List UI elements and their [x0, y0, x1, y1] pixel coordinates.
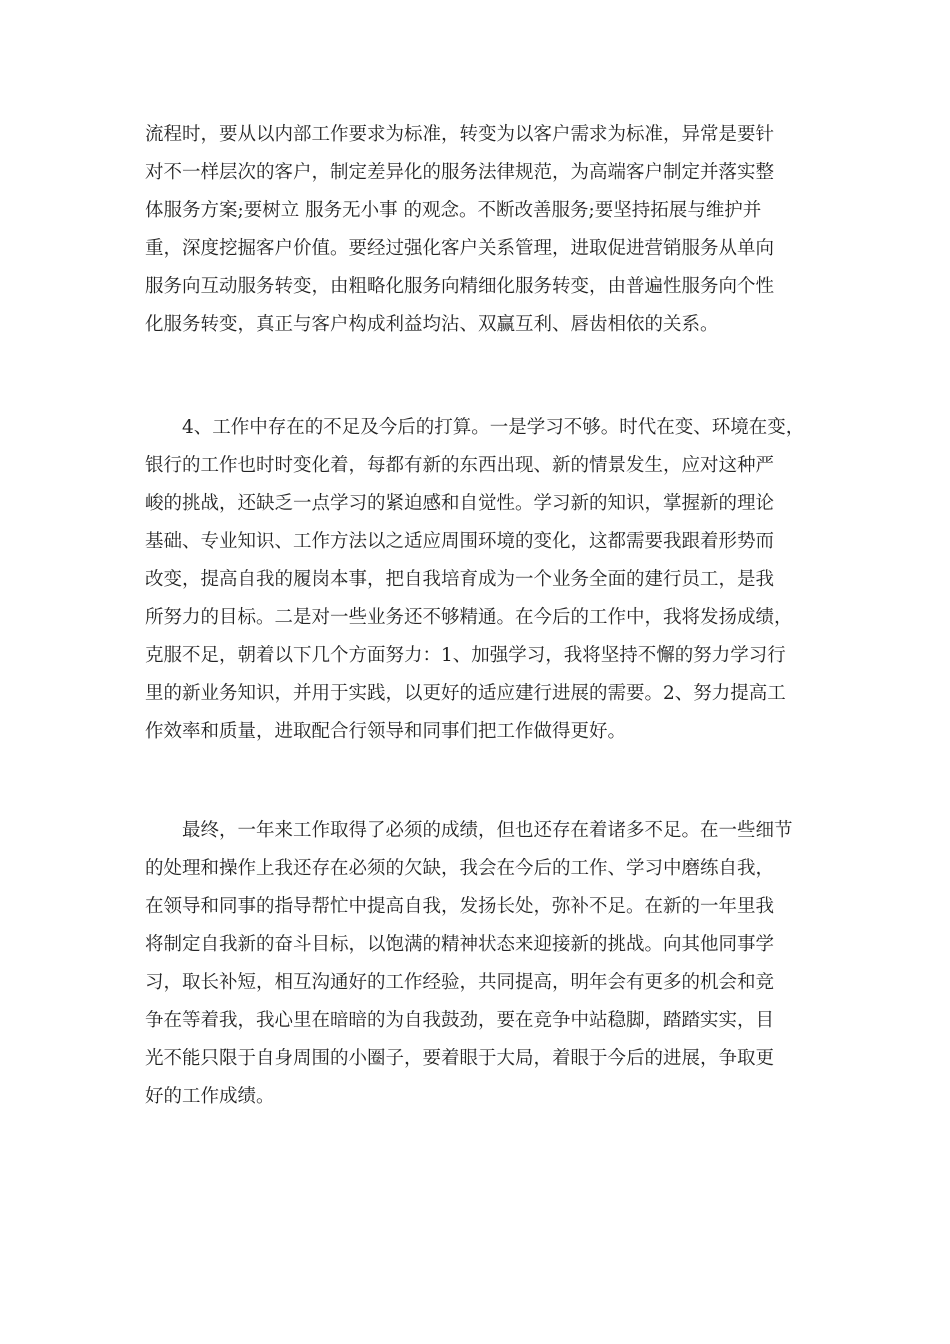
- text-line: 服务向互动服务转变，由粗略化服务向精细化服务转变，由普遍性服务向个性: [145, 276, 775, 297]
- text-line: 基础、专业知识、工作方法以之适应周围环境的变化，这都需要我跟着形势而: [145, 531, 775, 552]
- text-line: 在领导和同事的指导帮忙中提高自我，发扬长处，弥补不足。在新的一年里我: [145, 896, 775, 917]
- paragraph-service: [145, 116, 810, 344]
- text-line: 化服务转变，真正与客户构成利益均沾、双赢互利、唇齿相依的关系。: [145, 314, 719, 335]
- text-line: 峻的挑战，还缺乏一点学习的紧迫感和自觉性。学习新的知识，掌握新的理论: [145, 493, 775, 514]
- text-line: 作效率和质量，进取配合行领导和同事们把工作做得更好。: [145, 721, 627, 742]
- text-line: 银行的工作也时时变化着，每都有新的东西出现、新的情景发生，应对这种严: [145, 455, 775, 476]
- text-line: 改变，提高自我的履岗本事，把自我培育成为一个业务全面的建行员工，是我: [145, 569, 775, 590]
- text-line: 所努力的目标。二是对一些业务还不够精通。在今后的工作中，我将发扬成绩，: [145, 607, 793, 628]
- text-line: 最终，一年来工作取得了必须的成绩，但也还存在着诸多不足。在一些细节: [145, 820, 793, 841]
- text-line: 流程时，要从以内部工作要求为标准，转变为以客户需求为标准，异常是要针: [145, 124, 775, 145]
- text-line: 4、工作中存在的不足及今后的打算。一是学习不够。时代在变、环境在变，: [145, 417, 805, 438]
- text-line: 克服不足，朝着以下几个方面努力：1、加强学习，我将坚持不懈的努力学习行: [145, 645, 786, 666]
- text-line: 的处理和操作上我还存在必须的欠缺，我会在今后的工作、学习中磨练自我，: [145, 858, 775, 879]
- text-line: 光不能只限于自身周围的小圈子，要着眼于大局，着眼于今后的进展，争取更: [145, 1048, 775, 1069]
- paragraph-shortcomings: [145, 409, 810, 751]
- text-line: 将制定自我新的奋斗目标，以饱满的精神状态来迎接新的挑战。向其他同事学: [145, 934, 775, 955]
- text-line: 体服务方案;要树立 服务无小事 的观念。不断改善服务;要坚持拓展与维护并: [145, 200, 762, 221]
- text-line: 里的新业务知识，并用于实践，以更好的适应建行进展的需要。2、努力提高工: [145, 683, 786, 704]
- text-line: 好的工作成绩。: [145, 1086, 275, 1107]
- text-line: 对不一样层次的客户，制定差异化的服务法律规范，为高端客户制定并落实整: [145, 162, 775, 183]
- paragraph-conclusion: [145, 812, 810, 1116]
- text-line: 习，取长补短，相互沟通好的工作经验，共同提高，明年会有更多的机会和竞: [145, 972, 775, 993]
- text-line: 争在等着我，我心里在暗暗的为自我鼓劲，要在竞争中站稳脚，踏踏实实，目: [145, 1010, 775, 1031]
- text-line: 重，深度挖掘客户价值。要经过强化客户关系管理，进取促进营销服务从单向: [145, 238, 775, 259]
